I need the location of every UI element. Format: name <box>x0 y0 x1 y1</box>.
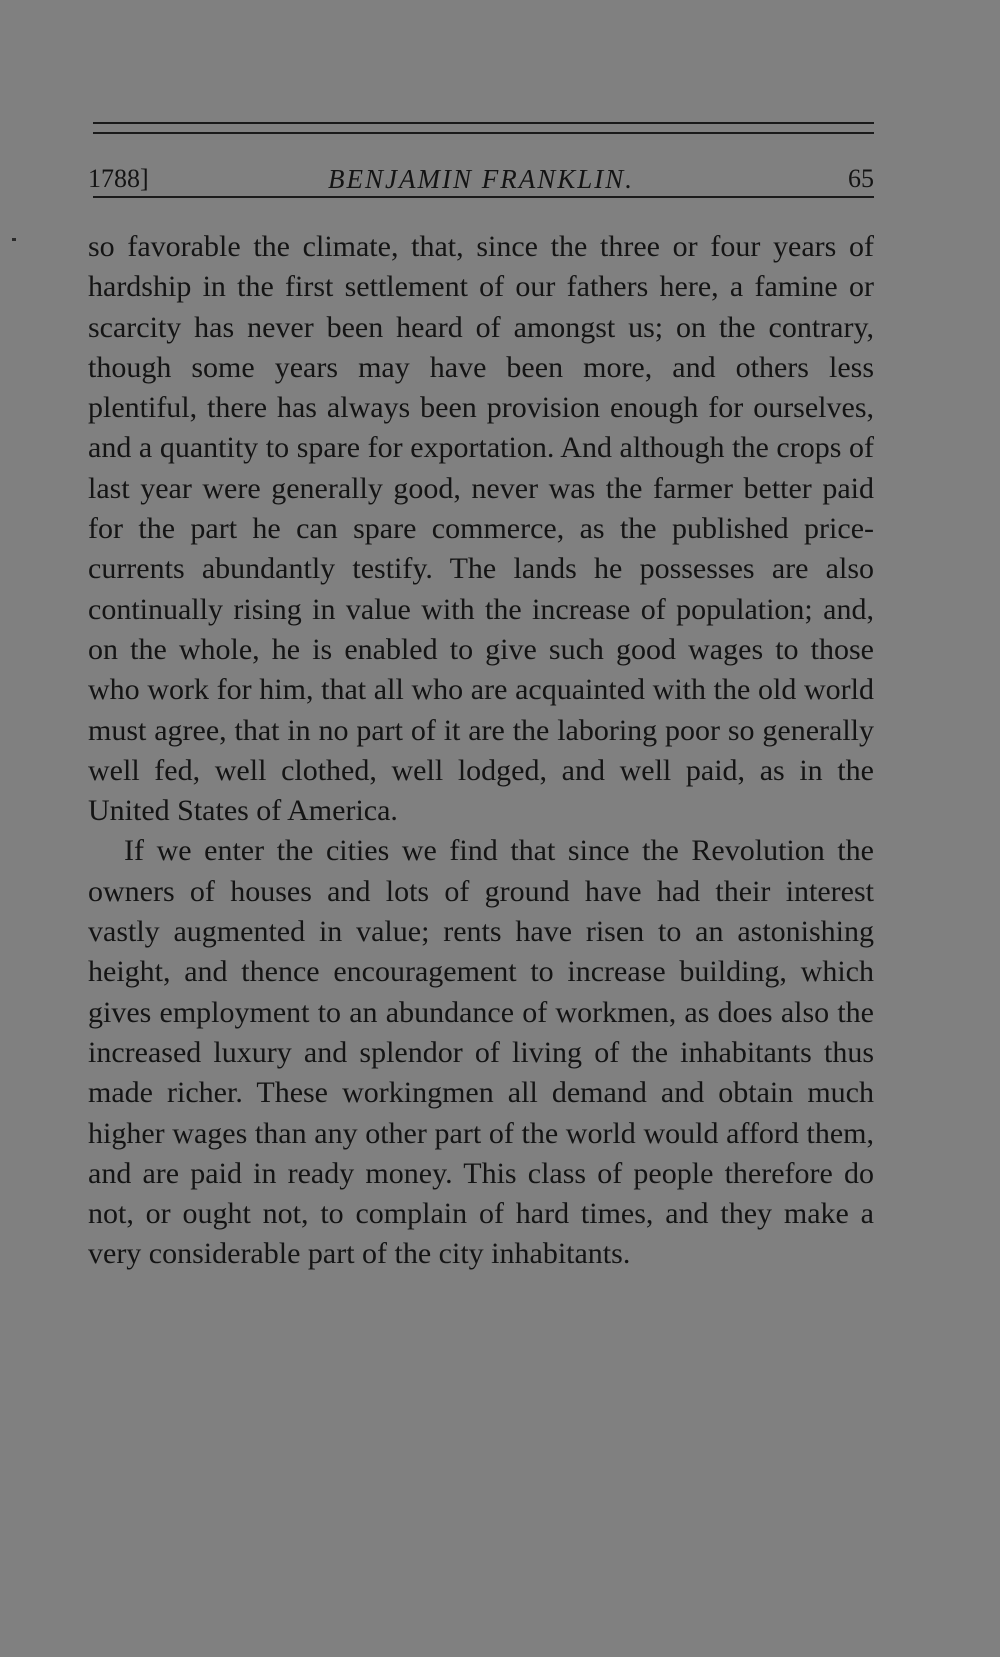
top-rule-upper <box>93 122 874 124</box>
body-text <box>88 227 874 1275</box>
paragraph: If we enter the cities we find that since the Revolution the owners of houses and lots of ground have had their interest vastly augmented in value; rents have risen to an astonishing height, and thence encouragement to increase building, which gives employment to an abundance of workmen, as does also the increased luxury and splendor of living of the inhabitants thus made richer. These workingmen all demand and obtain much higher wages than any other part of the world would afford them, and are paid in ready money. This class of people therefore do not, or ought not, to complain of hard times, and they make a very considerable part of the city inhabitants. <box>88 834 874 1271</box>
running-head <box>88 134 874 194</box>
running-head-year: 1788] <box>88 164 149 193</box>
book-page <box>88 118 874 1275</box>
running-head-title: BENJAMIN FRANKLIN. <box>328 164 634 194</box>
head-rule <box>93 196 874 198</box>
page-number: 65 <box>848 164 874 193</box>
scan-speck <box>12 238 16 241</box>
paragraph-continued: so favorable the climate, that, since the three or four years of hardship in the first settlement of our fathers here, a famine or scarcity has never been heard of amongst us; on the contrary, though some years may have been more, and others less plentiful, there has always been provision enough for ourselves, and a quantity to spare for exportation. And although the crops of last year were generally good, never was the farmer better paid for the part he can spare commerce, as the published price-currents abundantly testify. The lands he possesses are also continually rising in value with the increase of population; and, on the whole, he is enabled to give such good wages to those who work for him, that all who are acquainted with the old world must agree, that in no part of it are the laboring poor so generally well fed, well clothed, well lodged, and well paid, as in the United States of America. <box>88 230 874 828</box>
top-double-rule <box>88 118 874 134</box>
